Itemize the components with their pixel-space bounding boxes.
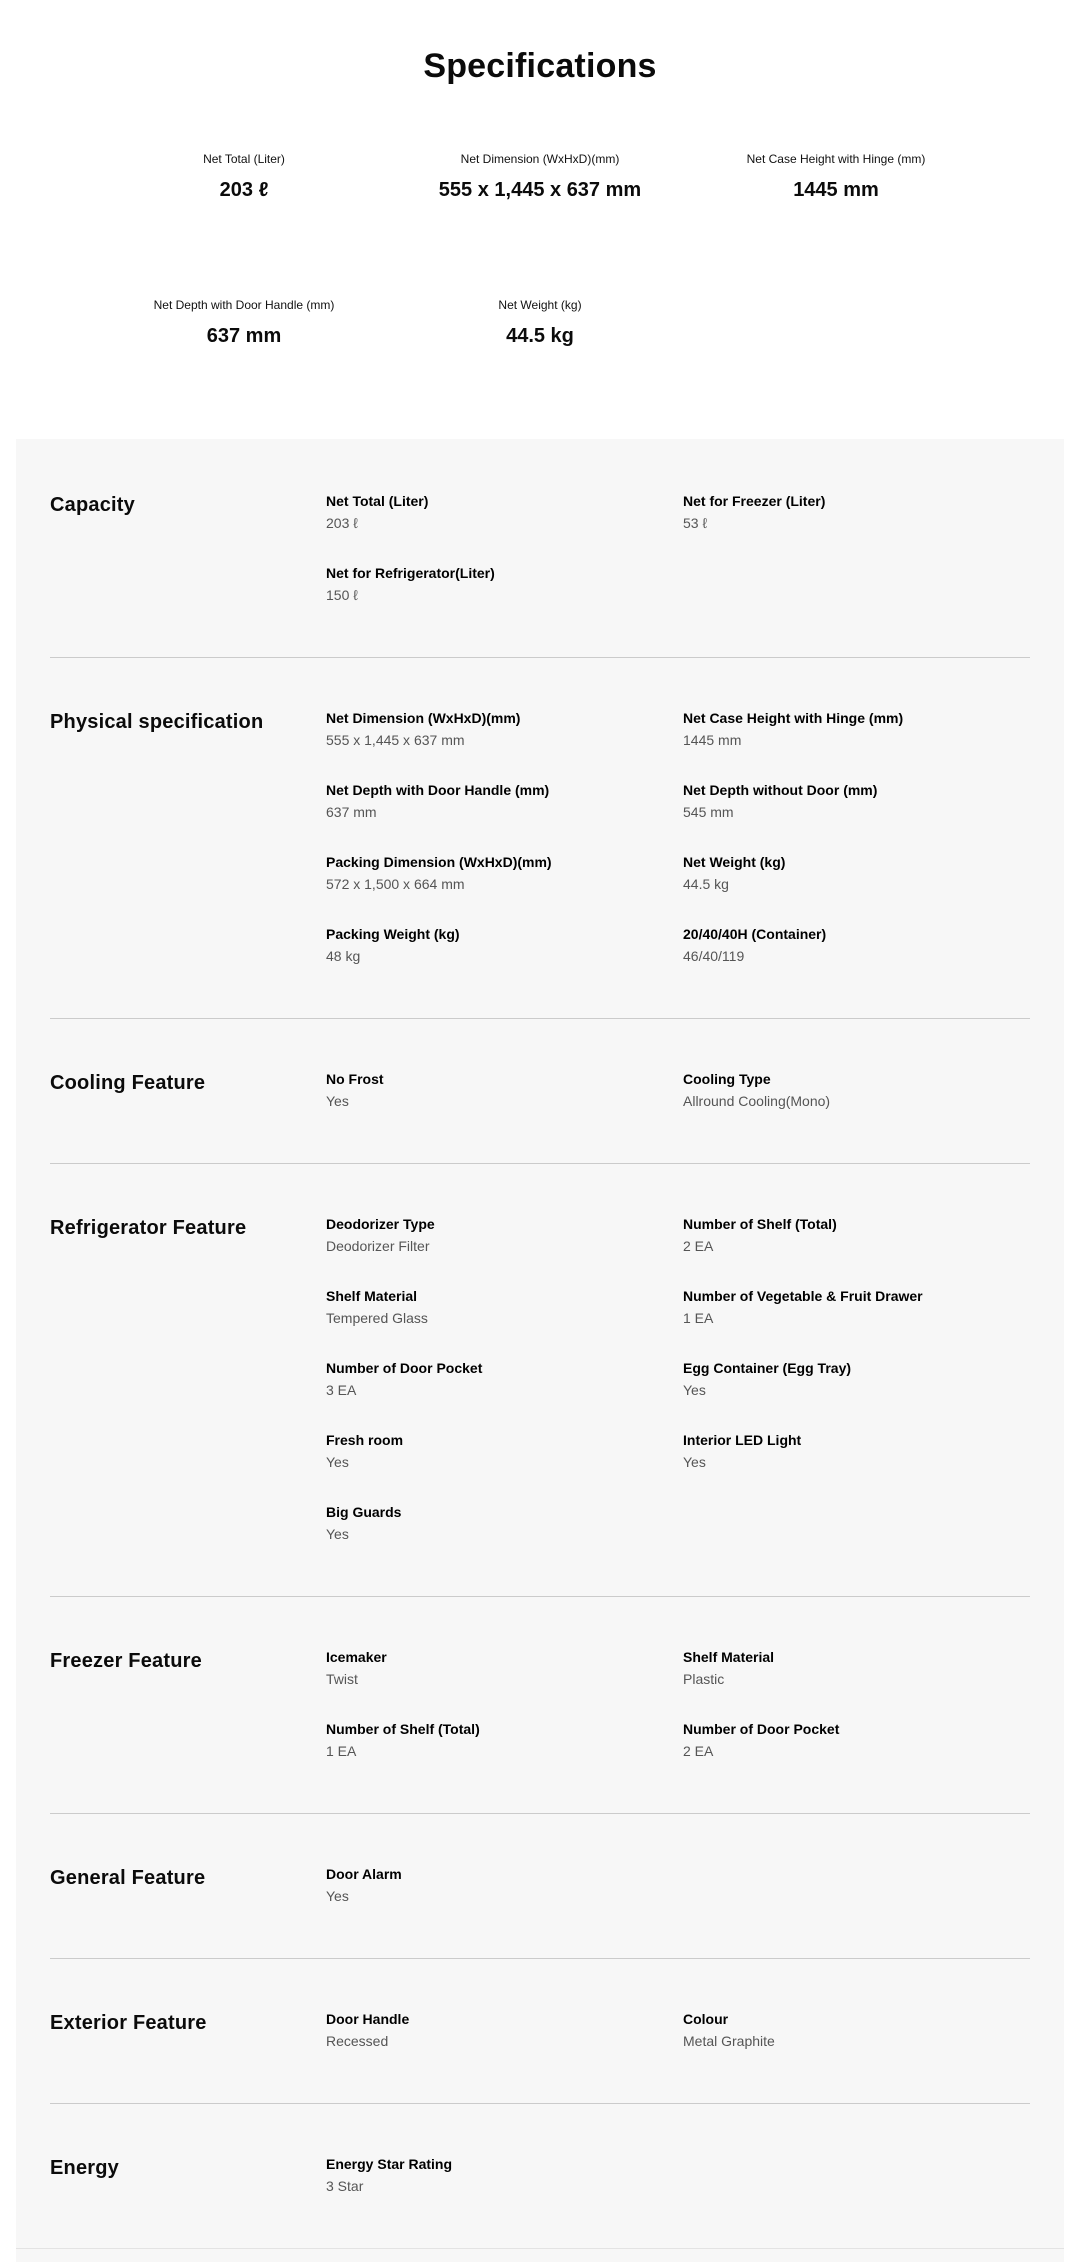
spec-item [683,1071,1030,1110]
section-title: Exterior Feature [50,2012,207,2034]
spec-item [326,1721,673,1760]
spec-item-value: 203 ℓ [326,515,358,531]
spec-section [50,1018,1030,1163]
spec-section [50,493,1030,657]
page-title: Specifications [423,47,657,85]
spec-item-label: Net for Freezer (Liter) [683,493,826,509]
spec-item [683,1721,1030,1760]
spec-item-value: Yes [683,1454,706,1470]
spec-item [683,710,1030,749]
spec-item [326,1071,673,1110]
spec-item [326,1360,673,1399]
spec-item-value: 637 mm [326,804,377,820]
summary-item-value: 1445 mm [793,179,879,201]
spec-item-label: Door Handle [326,2011,410,2027]
spec-item [683,782,1030,821]
summary-item-label: Net Dimension (WxHxD)(mm) [460,152,620,166]
spec-item-value: Allround Cooling(Mono) [683,1093,831,1109]
spec-item-value: Twist [326,1671,358,1687]
spec-item-value: Deodorizer Filter [326,1238,430,1254]
section-items [326,2156,1030,2228]
spec-item [326,710,673,749]
spec-item-label: Number of Shelf (Total) [683,1216,837,1232]
summary-item [392,152,688,202]
spec-item [683,2011,1030,2050]
spec-section [50,1958,1030,2103]
spec-item [683,1216,1030,1255]
spec-item-label: Interior LED Light [683,1432,802,1448]
section-title: Capacity [50,494,135,516]
spec-item-value: Yes [326,1454,349,1470]
spec-item-label: Shelf Material [326,1288,418,1304]
summary-item [96,152,392,202]
spec-item-value: 48 kg [326,948,361,964]
summary-item-label: Net Total (Liter) [203,152,285,166]
spec-section [50,1163,1030,1596]
spec-item-label: Egg Container (Egg Tray) [683,1360,852,1376]
spec-item-label: Energy Star Rating [326,2156,453,2172]
spec-item-label: Net Total (Liter) [326,493,429,509]
spec-item-label: Net Weight (kg) [683,854,786,870]
spec-item-value: 53 ℓ [683,515,707,531]
spec-item [683,1432,1030,1471]
summary-item [688,152,984,202]
spec-item [683,1288,1030,1327]
summary-item-value: 44.5 kg [506,325,574,347]
spec-item-label: Fresh room [326,1432,404,1448]
panel-footer [50,2249,1030,2262]
summary-item [392,298,688,348]
spec-item [326,493,673,532]
spec-item-label: Packing Dimension (WxHxD)(mm) [326,854,552,870]
spec-item [683,493,1030,532]
section-title: General Feature [50,1867,206,1889]
spec-item-value: Yes [326,1888,349,1904]
summary-item-label: Net Case Height with Hinge (mm) [746,152,926,166]
section-items [326,1071,1030,1143]
spec-item-label: Shelf Material [683,1649,775,1665]
spec-section [50,2103,1030,2248]
section-items [326,1649,1030,1793]
spec-item-label: Deodorizer Type [326,1216,435,1232]
spec-item-label: Net Case Height with Hinge (mm) [683,710,904,726]
spec-item-label: Number of Shelf (Total) [326,1721,480,1737]
spec-item [326,1216,673,1255]
spec-item [683,926,1030,965]
section-items [326,1216,1030,1576]
spec-item [326,2156,673,2195]
spec-item [326,2011,673,2050]
spec-item-label: Number of Door Pocket [326,1360,483,1376]
spec-item-label: Net Depth without Door (mm) [683,782,878,798]
spec-item-label: Net for Refrigerator(Liter) [326,565,495,581]
section-items [326,1866,1030,1938]
spec-section [50,657,1030,1018]
spec-item-value: Recessed [326,2033,389,2049]
spec-item-label: No Frost [326,1071,384,1087]
spec-item-label: Net Depth with Door Handle (mm) [326,782,550,798]
summary-item-label: Net Depth with Door Handle (mm) [153,298,335,312]
spec-item-value: Yes [326,1093,349,1109]
spec-item-value: 1 EA [683,1310,714,1326]
summary-item-label: Net Weight (kg) [498,298,582,312]
section-items [326,493,1030,637]
spec-item [326,926,673,965]
spec-item-value: 46/40/119 [683,948,745,964]
spec-item-label: Colour [683,2011,729,2027]
spec-item-value: 2 EA [683,1743,714,1759]
spec-item [683,1360,1030,1399]
spec-item-value: 555 x 1,445 x 637 mm [326,732,465,748]
spec-item-label: Net Dimension (WxHxD)(mm) [326,710,521,726]
spec-sections [50,493,1030,2248]
spec-item-value: Yes [683,1382,706,1398]
spec-item [683,854,1030,893]
spec-item-value: 44.5 kg [683,876,729,892]
section-title: Energy [50,2157,120,2179]
spec-table-panel [16,439,1064,2262]
summary-item [96,298,392,348]
section-title: Cooling Feature [50,1072,206,1094]
spec-item [683,1649,1030,1688]
spec-item-value: 1 EA [326,1743,357,1759]
spec-item-label: Number of Door Pocket [683,1721,840,1737]
spec-item-value: Tempered Glass [326,1310,428,1326]
spec-summary [96,152,1080,348]
spec-item-value: 3 Star [326,2178,364,2194]
spec-item [326,565,673,604]
spec-item [326,1866,673,1905]
spec-item [326,1288,673,1327]
spec-item [326,1432,673,1471]
spec-item-value: Plastic [683,1671,725,1687]
summary-item-value: 637 mm [206,325,282,347]
spec-item [326,854,673,893]
spec-item-label: Number of Vegetable & Fruit Drawer [683,1288,923,1304]
spec-item-label: Packing Weight (kg) [326,926,460,942]
section-items [326,2011,1030,2083]
spec-section [50,1813,1030,1958]
spec-item-value: 1445 mm [683,732,742,748]
spec-item [326,782,673,821]
section-title: Refrigerator Feature [50,1217,247,1239]
summary-item-value: 203 ℓ [219,179,269,201]
spec-item-label: Door Alarm [326,1866,402,1882]
spec-item-label: 20/40/40H (Container) [683,926,827,942]
spec-item-value: 150 ℓ [326,587,358,603]
spec-item [326,1504,673,1543]
spec-item [326,1649,673,1688]
section-title: Physical specification [50,711,264,733]
spec-item-label: Cooling Type [683,1071,771,1087]
spec-item-label: Icemaker [326,1649,387,1665]
spec-section [50,1596,1030,1813]
spec-item-value: Metal Graphite [683,2033,775,2049]
section-title: Freezer Feature [50,1650,202,1672]
spec-item-value: 572 x 1,500 x 664 mm [326,876,465,892]
spec-item-value: 3 EA [326,1382,357,1398]
summary-item-value: 555 x 1,445 x 637 mm [438,179,642,201]
section-items [326,710,1030,998]
spec-item-value: 2 EA [683,1238,714,1254]
spec-item-label: Big Guards [326,1504,402,1520]
spec-item-value: Yes [326,1526,349,1542]
spec-item-value: 545 mm [683,804,734,820]
